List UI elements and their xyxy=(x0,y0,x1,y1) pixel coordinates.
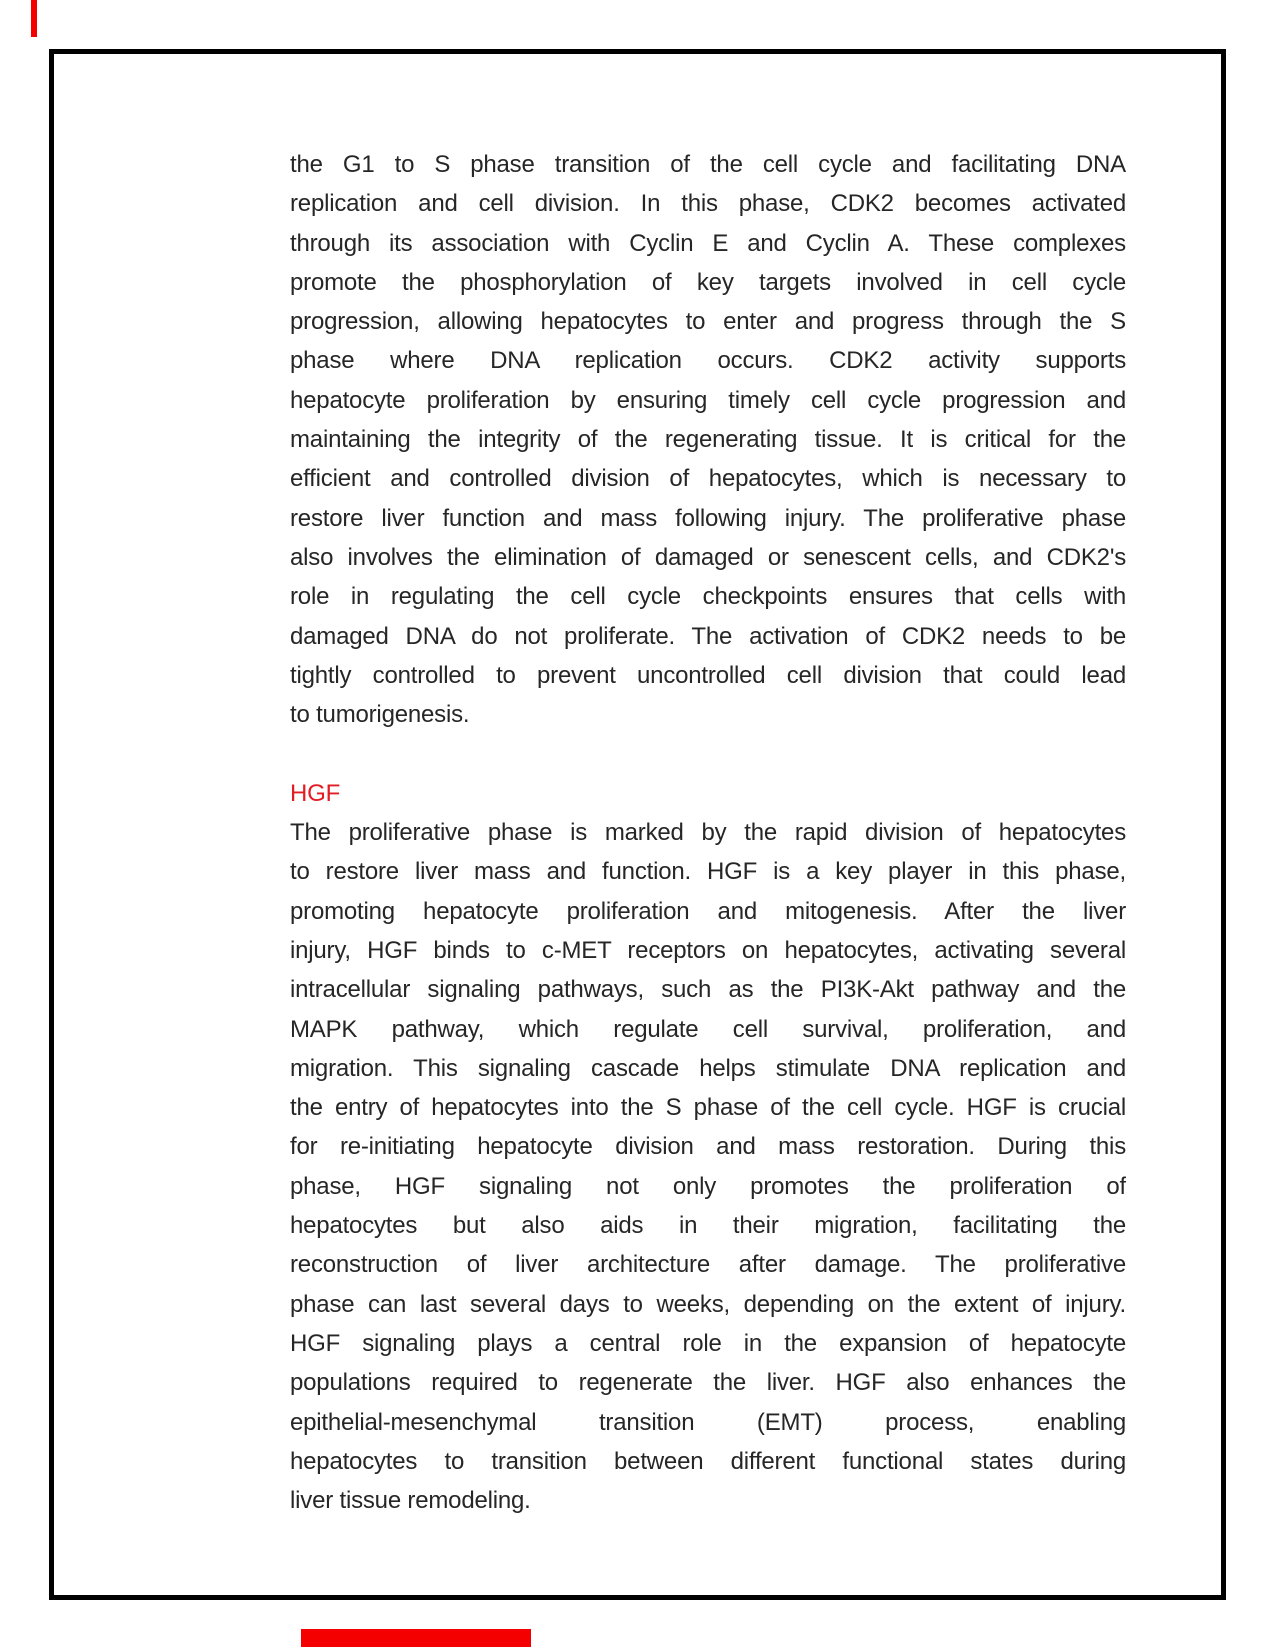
text-line: the entry of hepatocytes into the S phase of the cell cycle. HGF is crucial xyxy=(290,1094,1126,1122)
text-line: promote the phosphorylation of key targets involved in cell cycle xyxy=(290,268,1126,296)
text-line: for re-initiating hepatocyte division and mass restoration. During this xyxy=(290,1133,1126,1161)
text-line: the G1 to S phase transition of the cell cycle and facilitating DNA xyxy=(290,151,1126,178)
blank-line xyxy=(290,734,1126,773)
text-line: through its association with Cyclin E and Cyclin A. These complexes xyxy=(290,229,1126,257)
text-line: also involves the elimination of damaged or senescent cells, and CDK2's xyxy=(290,543,1126,571)
text-line: tightly controlled to prevent uncontrolled cell division that could lead xyxy=(290,661,1126,689)
text-line: phase where DNA replication occurs. CDK2 activity supports xyxy=(290,347,1126,375)
text-line: epithelial-mesenchymal transition (EMT) process, enabling xyxy=(290,1408,1126,1436)
text-line: intracellular signaling pathways, such as the PI3K-Akt pathway and the xyxy=(290,976,1126,1004)
text-line: reconstruction of liver architecture after damage. The proliferative xyxy=(290,1251,1126,1279)
paragraph xyxy=(290,813,1126,1520)
text-line: role in regulating the cell cycle checkpoints ensures that cells with xyxy=(290,583,1126,611)
text-line: maintaining the integrity of the regenerating tissue. It is critical for the xyxy=(290,426,1126,454)
text-line: replication and cell division. In this phase, CDK2 becomes activated xyxy=(290,190,1126,218)
text-line: hepatocytes but also aids in their migration, facilitating the xyxy=(290,1212,1126,1240)
text-line: to restore liver mass and function. HGF is a key player in this phase, xyxy=(290,858,1126,886)
text-line: hepatocyte proliferation by ensuring timely cell cycle progression and xyxy=(290,386,1126,414)
text-column xyxy=(290,145,1126,1520)
bottom-red-highlight-bar xyxy=(301,1629,531,1647)
section-heading-hgf: HGF xyxy=(290,779,341,807)
text-line: populations required to regenerate the liver. HGF also enhances the xyxy=(290,1369,1126,1397)
text-line: promoting hepatocyte proliferation and mitogenesis. After the liver xyxy=(290,897,1126,925)
text-line: liver tissue remodeling. xyxy=(290,1487,531,1515)
left-edge-red-marker xyxy=(31,0,37,37)
text-line: phase, HGF signaling not only promotes the proliferation of xyxy=(290,1172,1126,1200)
text-line: to tumorigenesis. xyxy=(290,701,470,729)
text-line: restore liver function and mass following injury. The proliferative phase xyxy=(290,504,1126,532)
text-line: damaged DNA do not proliferate. The activation of CDK2 needs to be xyxy=(290,622,1126,650)
text-line: The proliferative phase is marked by the rapid division of hepatocytes xyxy=(290,819,1126,847)
text-line: efficient and controlled division of hepatocytes, which is necessary to xyxy=(290,465,1126,493)
text-line: hepatocytes to transition between different functional states during xyxy=(290,1447,1126,1475)
text-line: migration. This signaling cascade helps stimulate DNA replication and xyxy=(290,1054,1126,1082)
text-line: progression, allowing hepatocytes to enter and progress through the S xyxy=(290,308,1126,336)
text-line: injury, HGF binds to c-MET receptors on hepatocytes, activating several xyxy=(290,936,1126,964)
text-line: MAPK pathway, which regulate cell survival, proliferation, and xyxy=(290,1015,1126,1043)
paragraph xyxy=(290,145,1126,734)
text-line: HGF signaling plays a central role in the expansion of hepatocyte xyxy=(290,1329,1126,1357)
text-line: phase can last several days to weeks, depending on the extent of injury. xyxy=(290,1290,1126,1318)
